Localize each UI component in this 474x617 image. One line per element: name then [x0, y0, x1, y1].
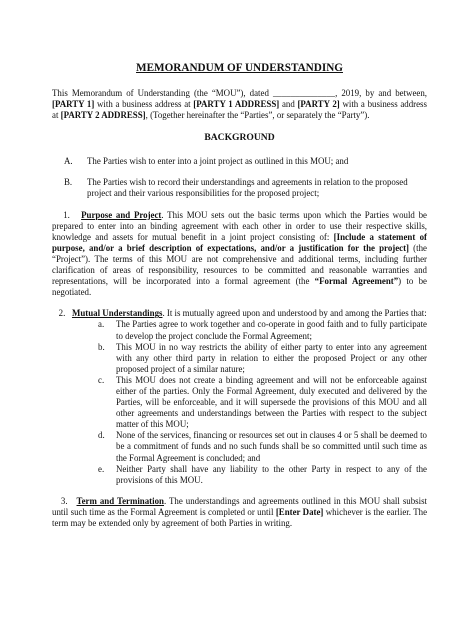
intro-text: , (Together hereinafter the “Parties”, or separately the “Party”).	[145, 110, 370, 121]
section-number: 2.	[58, 308, 66, 319]
section-number: 3.	[60, 495, 68, 506]
section-text: . This MOU sets out the basic terms upon which the Parties would be prepared to enter into an binding agreement with each other in order to use their respective skills, knowledge and assets for mutual benefit in a joint project consisting of:	[52, 209, 427, 242]
intro-text: with a business address at	[52, 99, 427, 121]
list-item-label: e.	[98, 463, 105, 474]
list-item	[98, 464, 427, 486]
intro-text: and	[279, 99, 298, 110]
section-text: . It is mutually agreed upon and understood by and among the Parties that:	[162, 308, 427, 319]
intro-paragraph	[52, 88, 427, 121]
section-heading: Term and Termination	[76, 495, 164, 506]
party1-placeholder: [PARTY 1]	[52, 99, 95, 110]
defined-term: “Formal Agreement”	[314, 276, 399, 287]
section-heading: Mutual Understandings	[71, 308, 163, 319]
list-item	[98, 375, 427, 430]
section-number: 1.	[63, 209, 70, 220]
list-item-label: c.	[98, 374, 105, 385]
list-item-label: a.	[98, 319, 105, 330]
list-item-text: Neither Party shall have any liability to the other Party in respect to any of the provisions of this MOU.	[116, 463, 427, 485]
section-text: (the “Project”). The terms of this MOU are not comprehensive and additional terms, including further clarification of areas of responsibility, resources to be committed and reasonable warranties and representations, will be incorporated into a formal agreement (the	[52, 242, 427, 287]
party1-address-placeholder: [PARTY 1 ADDRESS]	[193, 99, 280, 110]
list-item-label: b.	[98, 341, 105, 352]
list-item	[98, 342, 427, 375]
party2-placeholder: [PARTY 2]	[297, 99, 340, 110]
document-title: MEMORANDUM OF UNDERSTANDING	[136, 62, 343, 74]
background-item-label: B.	[64, 177, 73, 188]
section-mutual	[52, 308, 427, 319]
section-text: whichever is the earlier. The term may be extended only by agreement of both Parties in writing.	[52, 506, 428, 528]
list-item-text: None of the services, financing or resources set out in clauses 4 or 5 shall be deemed to be a commitment of funds and no such funds shall be so committed until such time as the Formal Agreement is concluded; and	[116, 430, 427, 463]
list-item-label: d.	[98, 430, 105, 441]
section-heading: Purpose and Project	[81, 209, 162, 220]
section-text: . The understandings and agreements outlined in this MOU shall subsist until such time as the Formal Agreement is completed or until	[52, 495, 427, 517]
background-item-label: A.	[64, 156, 73, 167]
section-term	[52, 496, 427, 529]
background-item	[64, 156, 427, 167]
list-item-text: This MOU does not create a binding agreement and will not be enforceable against either of the parties. Only the Formal Agreement, duly executed and delivered by the Parties, will be enforceable, and it will supersede the provisions of this MOU and all other agreements and understandings between the Parties with respect to the subject matter of this MOU;	[116, 374, 427, 430]
list-item-text: The Parties agree to work together and co-operate in good faith and to fully participate to develop the project conclude the Formal Agreement;	[116, 319, 427, 341]
section-text: ) to be negotiated.	[52, 276, 427, 298]
background-item-text: The Parties wish to enter into a joint project as outlined in this MOU; and	[87, 156, 349, 167]
background-item-text: The Parties wish to record their understandings and agreements in relation to the proposed project and their various responsibilities for the proposed project;	[87, 177, 408, 199]
list-item	[98, 319, 427, 341]
intro-text: This Memorandum of Understanding (the “MOU”), dated ______________, 2019, by and between,	[52, 88, 427, 98]
intro-text: with a business address at	[94, 99, 194, 110]
list-item	[98, 430, 427, 463]
date-placeholder: [Enter Date]	[275, 506, 324, 517]
background-item	[64, 177, 427, 199]
background-heading: BACKGROUND	[204, 132, 275, 144]
party2-address-placeholder: [PARTY 2 ADDRESS]	[60, 110, 146, 121]
section-purpose	[52, 210, 427, 299]
project-placeholder: [Include a statement of purpose, and/or a brief description of expectations, and/or a justification for the project]	[52, 231, 427, 253]
list-item-text: This MOU in no way restricts the ability of either party to enter into any agreement with any other third party in relation to either the proposed Project or any other proposed project of a similar nature;	[116, 341, 427, 374]
mutual-understandings-list	[52, 319, 427, 485]
